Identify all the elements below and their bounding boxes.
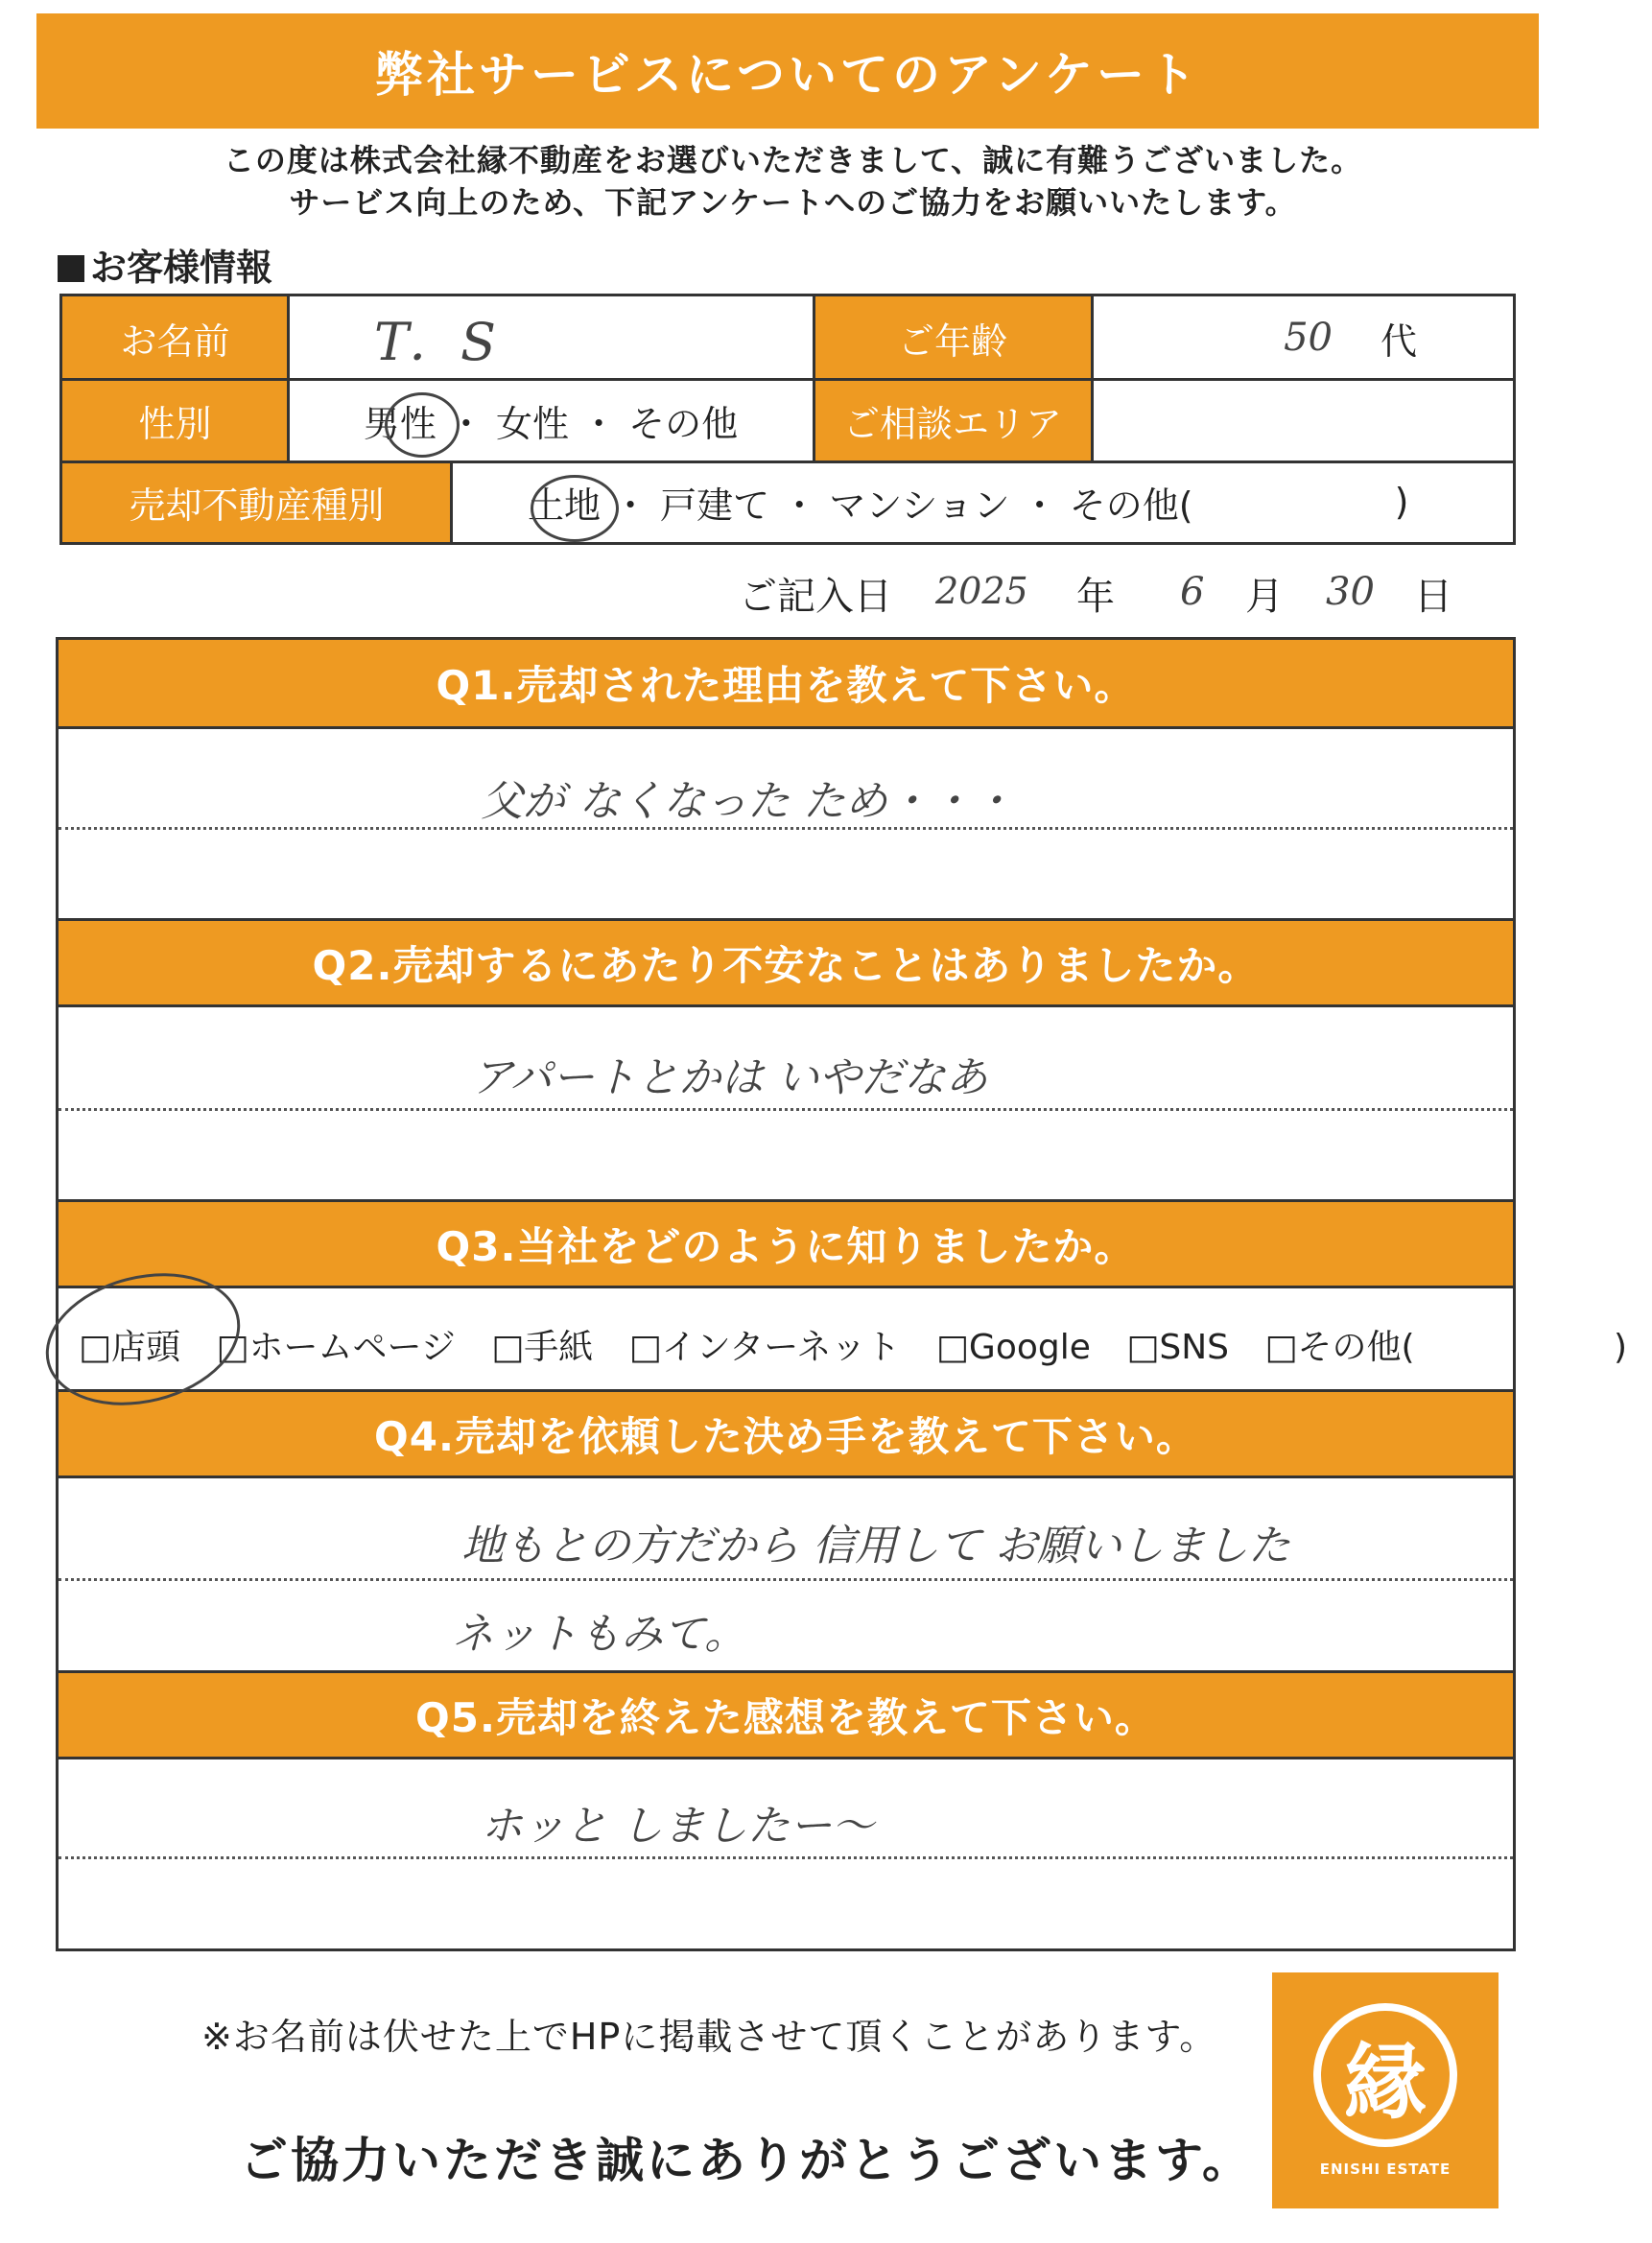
table-divider: [287, 296, 290, 461]
intro-line-2: サービス向上のため、下記アンケートへのご協力をお願いいたします。: [289, 184, 1297, 221]
q3-title: Q3.当社をどのように知りましたか。: [59, 1199, 1513, 1288]
age-suffix: 代: [1380, 319, 1417, 363]
property-type-label: 売却不動産種別: [62, 461, 451, 542]
gender-options[interactable]: 男性 ・ 女性 ・ その他: [363, 402, 739, 445]
publication-note: ※お名前は伏せた上でHPに掲載させて頂くことがあります。: [201, 2016, 1217, 2058]
customer-info-table: [59, 294, 1516, 545]
q1-title: Q1.売却された理由を教えて下さい。: [59, 640, 1513, 729]
age-field[interactable]: [1092, 296, 1513, 379]
q5-answer-line-1[interactable]: ホッと しましたー〜: [481, 1802, 874, 1851]
date-day[interactable]: 30: [1326, 570, 1375, 614]
thank-you-message: ご協力いただき誠にありがとうございます。: [240, 2133, 1253, 2188]
q4-title: Q4.売却を依頼した決め手を教えて下さい。: [59, 1389, 1513, 1478]
property-other-close: ): [1394, 481, 1409, 523]
q5-title: Q5.売却を終えた感想を教えて下さい。: [59, 1670, 1513, 1759]
q3-option-other-close: ): [1613, 1328, 1628, 1367]
table-divider: [813, 296, 815, 461]
table-divider: [62, 378, 1513, 381]
q2-answer-line-1[interactable]: アパートとかは いやだなあ: [471, 1053, 988, 1102]
q4-answer-line-1[interactable]: 地もとの方だから 信用して お願いしました: [461, 1522, 1290, 1570]
date-month[interactable]: 6: [1180, 570, 1205, 614]
q3-options: [79, 1320, 1652, 1369]
date-year[interactable]: 2025: [935, 570, 1028, 612]
name-field[interactable]: T．S: [374, 311, 497, 372]
selected-circle-mark: [531, 475, 619, 542]
survey-title: 弊社サービスについてのアンケート: [36, 13, 1539, 129]
q3-option-sns[interactable]: □SNS: [1126, 1328, 1229, 1367]
table-divider: [62, 460, 1513, 463]
answer-dotted-line: [59, 827, 1513, 830]
q2-title: Q2.売却するにあたり不安なことはありましたか。: [59, 918, 1513, 1007]
enishi-logo-icon: 縁: [1313, 2003, 1457, 2147]
answer-dotted-line: [59, 1578, 1513, 1581]
age-label: ご年齢: [814, 296, 1092, 379]
answer-dotted-line: [59, 1856, 1513, 1859]
logo-text: ENISHI ESTATE: [1319, 2160, 1451, 2178]
q3-option-internet[interactable]: □インターネット: [628, 1328, 901, 1367]
area-label: ご相談エリア: [814, 379, 1092, 461]
selected-circle-mark: [385, 392, 460, 458]
q3-option-other[interactable]: □その他(: [1264, 1328, 1415, 1367]
q3-option-google[interactable]: □Google: [935, 1328, 1091, 1367]
table-divider: [450, 461, 453, 542]
intro-line-1: この度は株式会社縁不動産をお選びいただきまして、誠に有難うございました。: [223, 142, 1363, 178]
q3-option-letter[interactable]: □手紙: [491, 1328, 594, 1367]
q3-option-store[interactable]: □店頭: [79, 1328, 181, 1367]
date-label: ご記入日: [739, 575, 892, 619]
date-day-unit: 日: [1414, 575, 1452, 619]
area-field[interactable]: [1092, 379, 1513, 461]
company-logo: [1272, 1972, 1499, 2208]
date-year-unit: 年: [1076, 575, 1115, 619]
q4-answer-line-2[interactable]: ネットもみて。: [452, 1610, 747, 1659]
answer-dotted-line: [59, 1108, 1513, 1111]
q3-option-homepage[interactable]: □ホームページ: [216, 1328, 456, 1367]
q1-answer-line-1[interactable]: 父が なくなった ため・・・: [481, 777, 1014, 826]
age-value: 50: [1284, 316, 1333, 360]
date-month-unit: 月: [1245, 575, 1284, 619]
square-bullet-icon: [58, 255, 84, 282]
property-options-text: 土地 ・ 戸建て ・ マンション ・ その他(: [528, 484, 1193, 527]
table-divider: [1091, 296, 1094, 461]
customer-info-heading: [58, 238, 272, 291]
name-label: お名前: [62, 296, 288, 379]
questions-box: [56, 637, 1516, 1951]
gender-label: 性別: [62, 379, 288, 461]
customer-info-heading-text: お客様情報: [90, 247, 273, 289]
